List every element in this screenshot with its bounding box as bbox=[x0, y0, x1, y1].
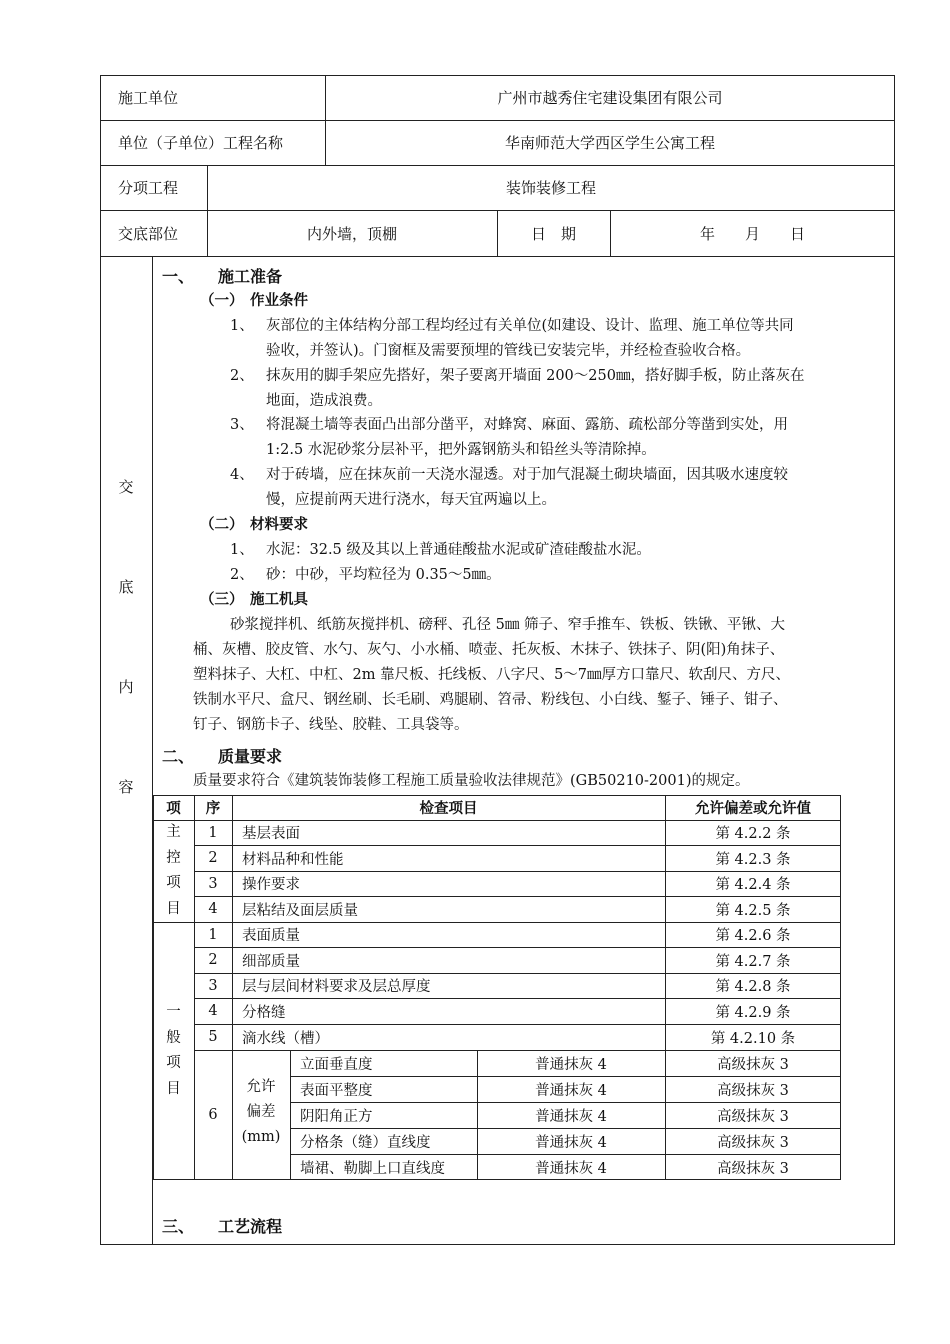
table-header: 检查项目 bbox=[419, 801, 478, 817]
tolerance-high: 高级抹灰 3 bbox=[717, 1056, 789, 1073]
section-1-num: 一、 bbox=[162, 267, 195, 286]
row-value: 第 4.2.7 条 bbox=[715, 953, 791, 970]
row-item: 分格缝 bbox=[242, 1004, 286, 1021]
table-header: 允许偏差或允许值 bbox=[695, 801, 811, 817]
tolerance-high: 高级抹灰 3 bbox=[717, 1082, 789, 1099]
sub-3-num: （三） bbox=[200, 592, 244, 608]
section-2-num: 二、 bbox=[162, 747, 195, 766]
item-text: 慢，应提前两天进行浇水，每天宜两遍以上。 bbox=[266, 492, 556, 508]
group-char: 项 bbox=[166, 875, 181, 892]
tolerance-char: 允 bbox=[246, 1079, 261, 1095]
item-num: 3、 bbox=[230, 417, 254, 433]
row-value: 第 4.2.2 条 bbox=[715, 826, 791, 842]
subproject-label: 分项工程 bbox=[118, 179, 179, 197]
tolerance-label-line bbox=[232, 1100, 290, 1125]
tolerance-high: 高级抹灰 3 bbox=[717, 1160, 789, 1177]
side-label-char: 交 bbox=[118, 478, 134, 496]
row-value: 第 4.2.8 条 bbox=[715, 979, 791, 995]
row-value: 第 4.2.9 条 bbox=[715, 1004, 791, 1021]
row-value: 第 4.2.10 条 bbox=[710, 1030, 796, 1047]
side-label-char: 底 bbox=[118, 578, 134, 596]
group-char: 主 bbox=[166, 824, 181, 840]
group-label-general bbox=[153, 1000, 194, 1102]
group-char: 目 bbox=[166, 1080, 181, 1097]
item-text: 验收，并签认)。门窗框及需要预埋的管线已安装完毕，并经检查验收合格。 bbox=[266, 343, 751, 359]
group-char: 控 bbox=[166, 849, 181, 866]
tolerance-high: 高级抹灰 3 bbox=[717, 1108, 789, 1125]
group-char: 目 bbox=[166, 900, 181, 917]
group-label-main bbox=[153, 820, 194, 922]
row-item: 层与层间材料要求及层总厚度 bbox=[242, 979, 431, 995]
item-text: 1:2.5 水泥砂浆分层补平，把外露钢筋头和铅丝头等清除掉。 bbox=[266, 442, 656, 458]
row-seq: 1 bbox=[208, 926, 218, 943]
item-text: 水泥：32.5 级及其以上普通硅酸盐水泥或矿渣硅酸盐水泥。 bbox=[266, 542, 651, 558]
project-value: 华南师范大学西区学生公寓工程 bbox=[504, 134, 715, 152]
row-seq: 3 bbox=[208, 977, 218, 994]
section-3-title: 工艺流程 bbox=[218, 1217, 283, 1236]
row-item: 操作要求 bbox=[242, 877, 300, 893]
row-item: 表面质量 bbox=[242, 928, 300, 944]
tolerance-label bbox=[232, 1075, 290, 1150]
group-char: 一 bbox=[166, 1004, 181, 1020]
grid-line bbox=[100, 256, 895, 257]
row-value: 第 4.2.3 条 bbox=[715, 851, 791, 868]
table-line bbox=[290, 1050, 291, 1180]
tolerance-item: 立面垂直度 bbox=[300, 1056, 373, 1073]
item-text: 地面，造成浪费。 bbox=[266, 393, 382, 409]
row-seq: 2 bbox=[208, 850, 218, 866]
group-char: 项 bbox=[166, 1055, 181, 1072]
row-seq: 2 bbox=[208, 952, 218, 968]
section-3-num: 三、 bbox=[162, 1217, 195, 1236]
tolerance-seq: 6 bbox=[208, 1107, 218, 1123]
row-value: 第 4.2.4 条 bbox=[715, 877, 791, 893]
section-2-title: 质量要求 bbox=[218, 747, 283, 766]
item-num: 1、 bbox=[230, 318, 254, 334]
item-num: 2、 bbox=[230, 567, 254, 583]
tools-text: 桶、灰槽、胶皮管、水勺、灰勺、小水桶、喷壶、托灰板、木抹子、铁抹子、阴(阳)角抹子、 bbox=[193, 642, 785, 658]
tolerance-char: 许 bbox=[261, 1079, 276, 1095]
tolerance-high: 高级抹灰 3 bbox=[717, 1134, 789, 1151]
project-label: 单位（子单位）工程名称 bbox=[118, 134, 284, 152]
side-label-char: 容 bbox=[118, 778, 134, 796]
item-text: 将混凝土墙等表面凸出部分凿平，对蜂窝、麻面、露筋、疏松部分等凿到实处，用 bbox=[266, 417, 788, 433]
tolerance-item: 墙裙、勒脚上口直线度 bbox=[300, 1160, 445, 1177]
item-num: 1、 bbox=[230, 542, 254, 558]
row-seq: 3 bbox=[208, 875, 218, 892]
tolerance-normal: 普通抹灰 4 bbox=[535, 1160, 607, 1177]
item-text: 砂：中砂，平均粒径为 0.35～5㎜。 bbox=[266, 567, 501, 583]
tolerance-char: 偏 bbox=[246, 1104, 261, 1120]
item-text: 对于砖墙，应在抹灰前一天浇水湿透。对于加气混凝土砌块墙面，因其吸水速度较 bbox=[266, 467, 788, 483]
sub-2-title: 材料要求 bbox=[250, 517, 308, 533]
location-value: 内外墙，顶棚 bbox=[306, 224, 397, 243]
row-seq: 5 bbox=[208, 1029, 218, 1045]
group-char: 般 bbox=[166, 1029, 181, 1046]
tolerance-normal: 普通抹灰 4 bbox=[535, 1108, 607, 1125]
tools-text: 钉子、钢筋卡子、线坠、胶鞋、工具袋等。 bbox=[193, 717, 469, 733]
row-item: 层粘结及面层质量 bbox=[242, 902, 358, 919]
row-item: 滴水线（槽） bbox=[242, 1030, 329, 1047]
tools-text: 砂浆搅拌机、纸筋灰搅拌机、磅秤、孔径 5㎜ 筛子、窄手推车、铁板、铁锹、平锹、大 bbox=[230, 617, 785, 633]
quality-intro: 质量要求符合《建筑装饰装修工程施工质量验收法律规范》(GB50210-2001)的规定。 bbox=[193, 773, 750, 789]
sub-1-title: 作业条件 bbox=[250, 293, 308, 309]
item-text: 抹灰用的脚手架应先搭好，架子要离开墙面 200～250㎜，搭好脚手板，防止落灰在 bbox=[266, 368, 805, 384]
tools-text: 塑料抹子、大杠、中杠、2m 靠尺板、托线板、八字尺、5～7㎜厚方口靠尺、软刮尺、方尺、 bbox=[193, 667, 791, 683]
tolerance-item: 阴阳角正方 bbox=[300, 1108, 373, 1125]
sub-2-num: （二） bbox=[200, 517, 244, 533]
table-header: 项 bbox=[166, 801, 181, 817]
item-text: 灰部位的主体结构分部工程均经过有关单位(如建设、设计、监理、施工单位等共同 bbox=[266, 318, 794, 334]
tolerance-normal: 普通抹灰 4 bbox=[535, 1056, 607, 1073]
tools-text: 铁制水平尺、盒尺、钢丝刷、长毛刷、鸡腿刷、笤帚、粉线包、小白线、錾子、锤子、钳子、 bbox=[193, 692, 788, 708]
item-num: 2、 bbox=[230, 368, 254, 384]
tolerance-normal: 普通抹灰 4 bbox=[535, 1134, 607, 1151]
tolerance-item: 表面平整度 bbox=[300, 1082, 373, 1099]
tolerance-item: 分格条（缝）直线度 bbox=[300, 1134, 431, 1151]
section-1-title: 施工准备 bbox=[218, 267, 283, 286]
sub-1-num: （一） bbox=[200, 293, 244, 309]
unit-value: 广州市越秀住宅建设集团有限公司 bbox=[497, 89, 723, 107]
row-value: 第 4.2.5 条 bbox=[715, 902, 791, 919]
tolerance-normal: 普通抹灰 4 bbox=[535, 1082, 607, 1099]
item-num: 4、 bbox=[230, 467, 254, 483]
row-item: 材料品种和性能 bbox=[242, 851, 344, 868]
tolerance-label-line bbox=[232, 1075, 290, 1100]
row-seq: 1 bbox=[208, 824, 218, 841]
unit-label: 施工单位 bbox=[118, 89, 179, 107]
row-seq: 4 bbox=[208, 1003, 218, 1019]
date-label: 日 期 bbox=[530, 224, 576, 243]
tolerance-label-line: (mm) bbox=[241, 1129, 281, 1145]
subproject-value: 装饰装修工程 bbox=[505, 179, 596, 197]
location-label: 交底部位 bbox=[118, 224, 179, 243]
row-item: 基层表面 bbox=[242, 826, 300, 842]
date-value: 年 月 日 bbox=[699, 224, 805, 243]
table-header: 序 bbox=[205, 801, 221, 817]
row-item: 细部质量 bbox=[242, 953, 300, 970]
row-value: 第 4.2.6 条 bbox=[715, 928, 791, 944]
side-label-char: 内 bbox=[118, 678, 134, 696]
row-seq: 4 bbox=[208, 901, 218, 917]
tolerance-char: 差 bbox=[261, 1104, 276, 1120]
sub-3-title: 施工机具 bbox=[250, 592, 308, 608]
